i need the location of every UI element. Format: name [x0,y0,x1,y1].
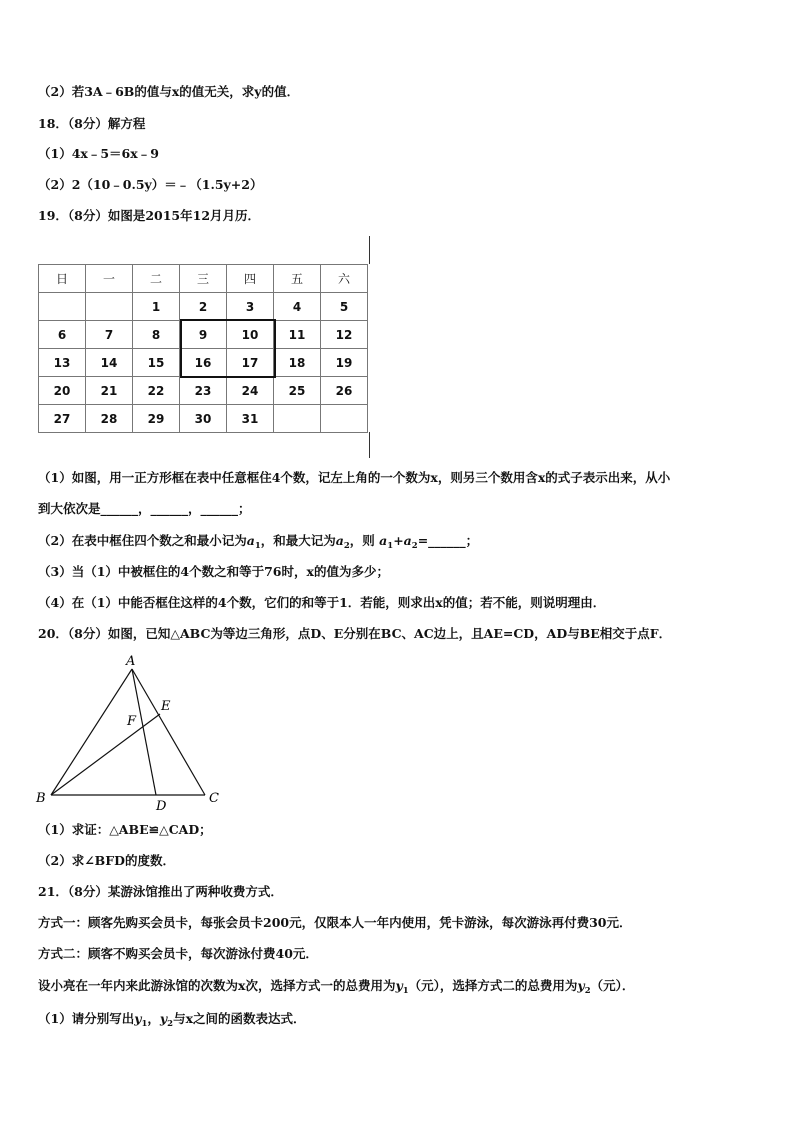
date-cell: 19 [321,349,368,377]
subscript: 2 [411,541,418,551]
triangle-figure [30,652,230,817]
date-cell: 23 [180,377,227,405]
date-cell: 2 [180,293,227,321]
date-cell: 26 [321,377,368,405]
date-cell: 21 [86,377,133,405]
side-ac [132,669,205,795]
question-21-option-1: 方式一：顾客先购买会员卡，每张会员卡200元，仅限本人一年内使用，凭卡游泳，每次游泳再付费30元． [38,915,632,930]
date-cell [39,293,86,321]
question-18-title: 18．（8分）解方程 [38,116,146,131]
text: （1）请分别写出 [38,1011,135,1026]
date-cell: 30 [180,405,227,433]
date-cell: 10 [227,321,274,349]
weekday-cell: 四 [227,265,274,293]
text: （元）． [590,978,635,993]
weekday-cell: 日 [39,265,86,293]
subscript: 1 [141,1019,148,1029]
date-cell: 15 [133,349,180,377]
weekday-cell: 二 [133,265,180,293]
text: 与x之间的函数表达式． [173,1011,306,1026]
question-19-title: 19．（8分）如图是2015年12月月历． [38,208,261,223]
date-cell: 13 [39,349,86,377]
calendar-top-line [369,236,370,264]
label-e: E [161,699,171,714]
text: ，和最大记为 [260,533,336,548]
var-a: a [403,533,412,548]
label-f: F [127,714,137,729]
var-y: y [159,1011,168,1026]
var-a: a [335,533,344,548]
question-17-part-2: （2）若3A﹣6B的值与x的值无关，求y的值． [38,84,300,99]
date-cell: 11 [274,321,321,349]
plus-sign: + [393,533,404,548]
date-cell: 16 [180,349,227,377]
weekday-cell: 一 [86,265,133,293]
calendar-row [39,405,368,433]
date-cell: 7 [86,321,133,349]
date-cell: 31 [227,405,274,433]
date-cell: 17 [227,349,274,377]
subscript: 2 [167,1019,174,1029]
question-20-part-1: （1）求证：△ABE≌△CAD； [38,822,212,837]
question-18-part-1: （1）4x﹣5＝6x﹣9 [38,146,159,161]
question-20-part-2: （2）求∠BFD的度数． [38,853,175,868]
date-cell: 9 [180,321,227,349]
date-cell: 27 [39,405,86,433]
text: （2）在表中框住四个数之和最小记为 [38,533,247,548]
date-cell: 8 [133,321,180,349]
date-cell: 22 [133,377,180,405]
question-19-part-1b: 到大依次是______，______，______； [38,501,251,516]
subscript: 2 [343,541,350,551]
question-19-part-3: （3）当（1）中被框住的4个数之和等于76时，x的值为多少； [38,564,389,579]
calendar-header-row [39,265,368,293]
text: 设小亮在一年内来此游泳馆的次数为x次，选择方式一的总费用为 [38,978,396,993]
label-d: D [156,799,167,814]
calendar-row [39,293,368,321]
weekday-cell: 六 [321,265,368,293]
date-cell: 14 [86,349,133,377]
date-cell [321,405,368,433]
text: （元），选择方式二的总费用为 [408,978,578,993]
date-cell: 24 [227,377,274,405]
subscript: 1 [402,986,409,996]
question-19-part-4: （4）在（1）中能否框住这样的4个数，它们的和等于1．若能，则求出x的值；若不能，则说明理由． [38,595,606,610]
var-y: y [577,978,585,993]
date-cell: 20 [39,377,86,405]
label-a: A [126,654,136,669]
date-cell: 12 [321,321,368,349]
label-b: B [36,791,46,806]
date-cell: 5 [321,293,368,321]
label-c: C [209,791,219,806]
date-cell: 1 [133,293,180,321]
calendar-bottom-line [369,432,370,458]
subscript: 1 [387,541,394,551]
subscript: 1 [254,541,261,551]
date-cell: 3 [227,293,274,321]
date-cell: 6 [39,321,86,349]
date-cell: 4 [274,293,321,321]
question-21-part-1 [38,1011,306,1032]
text: ，则 [349,533,375,548]
var-y: y [134,1011,142,1026]
var-a: a [246,533,255,548]
question-19-part-1a: （1）如图，用一正方形框在表中任意框住4个数，记左上角的一个数为x，则另三个数用含x的式子表示出来，从小 [38,470,671,485]
question-21-title: 21．（8分）某游泳馆推出了两种收费方式． [38,884,283,899]
question-19-part-2 [38,533,478,554]
var-y: y [395,978,403,993]
question-18-part-2: （2）2（10﹣0.5y）＝﹣（1.5y+2） [38,177,263,192]
question-21-option-2: 方式二：顾客不购买会员卡，每次游泳付费40元． [38,946,318,961]
weekday-cell: 三 [180,265,227,293]
date-cell [274,405,321,433]
date-cell: 18 [274,349,321,377]
calendar-row [39,377,368,405]
weekday-cell: 五 [274,265,321,293]
side-ab [51,669,132,795]
question-20-title: 20．（8分）如图，已知△ABC为等边三角形，点D、E分别在BC、AC边上，且AE=CD，AD与BE相交于点F． [38,626,672,641]
date-cell: 25 [274,377,321,405]
text: ， [147,1011,160,1026]
date-cell: 29 [133,405,180,433]
question-21-setup [38,978,634,999]
selection-square-frame [180,319,276,378]
subscript: 2 [584,986,591,996]
date-cell [86,293,133,321]
segment-be [51,714,160,795]
var-a: a [379,533,388,548]
text: =______； [417,533,479,548]
date-cell: 28 [86,405,133,433]
